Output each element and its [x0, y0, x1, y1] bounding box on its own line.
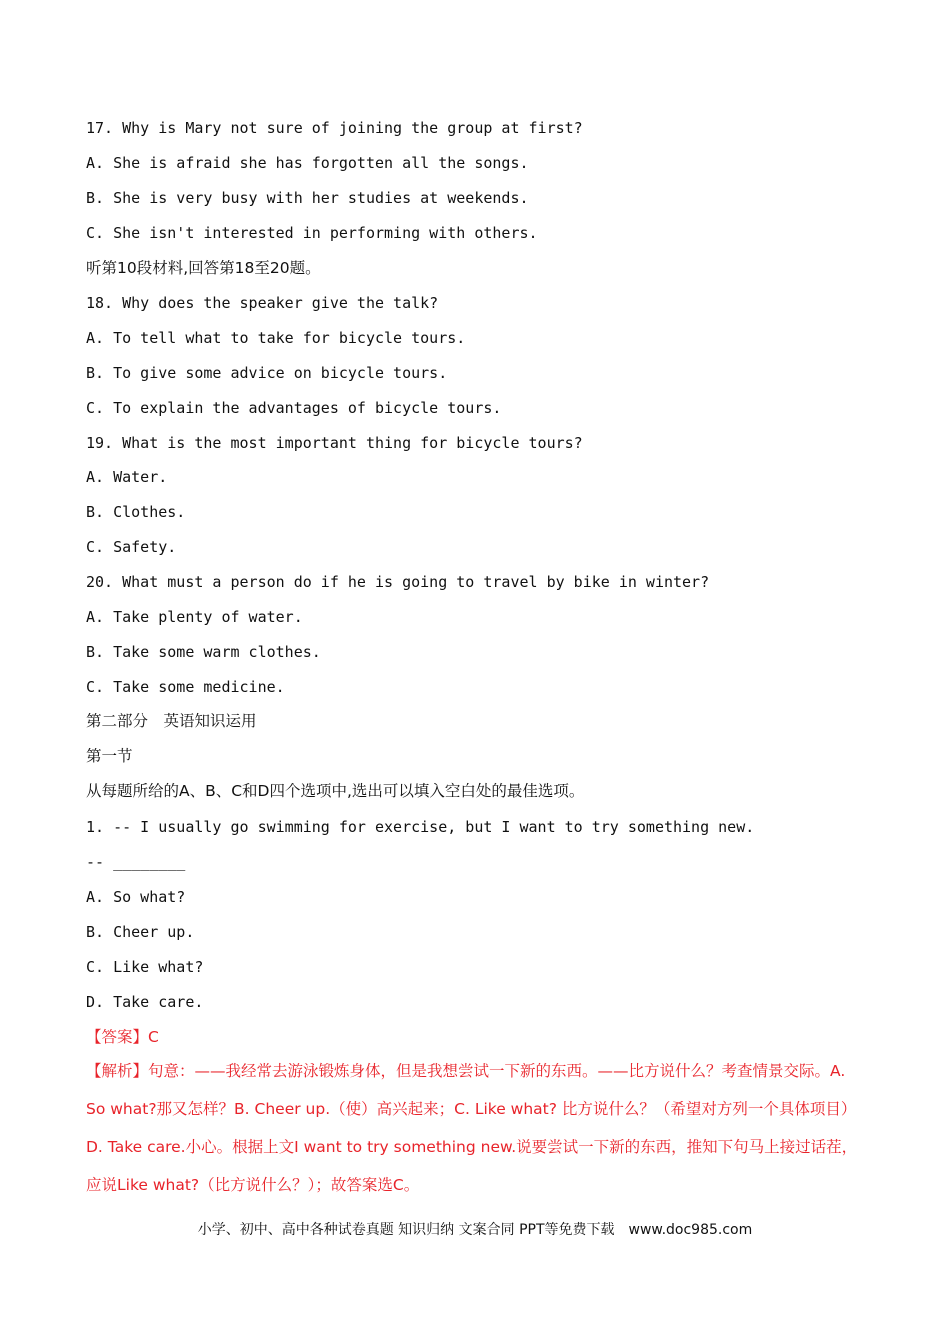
option-18b: B. To give some advice on bicycle tours. — [86, 364, 448, 382]
answer-label: 【答案】C — [86, 1028, 159, 1046]
option-1a: A. So what? — [86, 888, 186, 906]
option-17c: C. She isn't interested in performing with others. — [86, 224, 538, 242]
option-19c: C. Safety. — [86, 538, 177, 556]
option-1b: B. Cheer up. — [86, 923, 195, 941]
option-17b: B. She is very busy with her studies at weekends. — [86, 189, 529, 207]
section-heading-1: 第一节 — [86, 747, 133, 765]
option-1d: D. Take care. — [86, 993, 204, 1011]
option-19a: A. Water. — [86, 468, 168, 486]
explanation-text: 【解析】句意：——我经常去游泳锻炼身体，但是我想尝试一下新的东西。——比方说什么？考查情景交际。A. So what?那又怎样？B. Cheer up.（使）高兴起来；C. Like what? 比方说什么？（希望对方列一个具体项目）D. Take care.小心。根据上文I want to try something new.说要尝试一下新的东西，推知下句马上接过话茬，应说Like what?（比方说什么？）；故答案选C。 — [86, 1062, 858, 1194]
question-1-blank: -- ________ — [86, 853, 186, 871]
option-20a: A. Take plenty of water. — [86, 608, 303, 626]
question-1: 1. -- I usually go swimming for exercise, but I want to try something new. — [86, 818, 755, 836]
option-18c: C. To explain the advantages of bicycle tours. — [86, 399, 502, 417]
option-1c: C. Like what? — [86, 958, 204, 976]
option-18a: A. To tell what to take for bicycle tours. — [86, 329, 466, 347]
section-heading-part2: 第二部分 英语知识运用 — [86, 712, 257, 730]
question-17: 17. Why is Mary not sure of joining the group at first? — [86, 119, 583, 137]
question-19: 19. What is the most important thing for bicycle tours? — [86, 434, 583, 452]
question-18: 18. Why does the speaker give the talk? — [86, 294, 439, 312]
instruction-material-10: 听第10段材料,回答第18至20题。 — [86, 259, 321, 277]
option-20b: B. Take some warm clothes. — [86, 643, 321, 661]
option-20c: C. Take some medicine. — [86, 678, 285, 696]
page-footer: 小学、初中、高中各种试卷真题 知识归纳 文案合同 PPT等免费下载 www.doc985.com — [197, 1222, 753, 1238]
option-19b: B. Clothes. — [86, 503, 186, 521]
question-20: 20. What must a person do if he is going to travel by bike in winter? — [86, 573, 710, 591]
section-instruction: 从每题所给的A、B、C和D四个选项中,选出可以填入空白处的最佳选项。 — [86, 782, 585, 800]
option-17a: A. She is afraid she has forgotten all the songs. — [86, 154, 529, 172]
